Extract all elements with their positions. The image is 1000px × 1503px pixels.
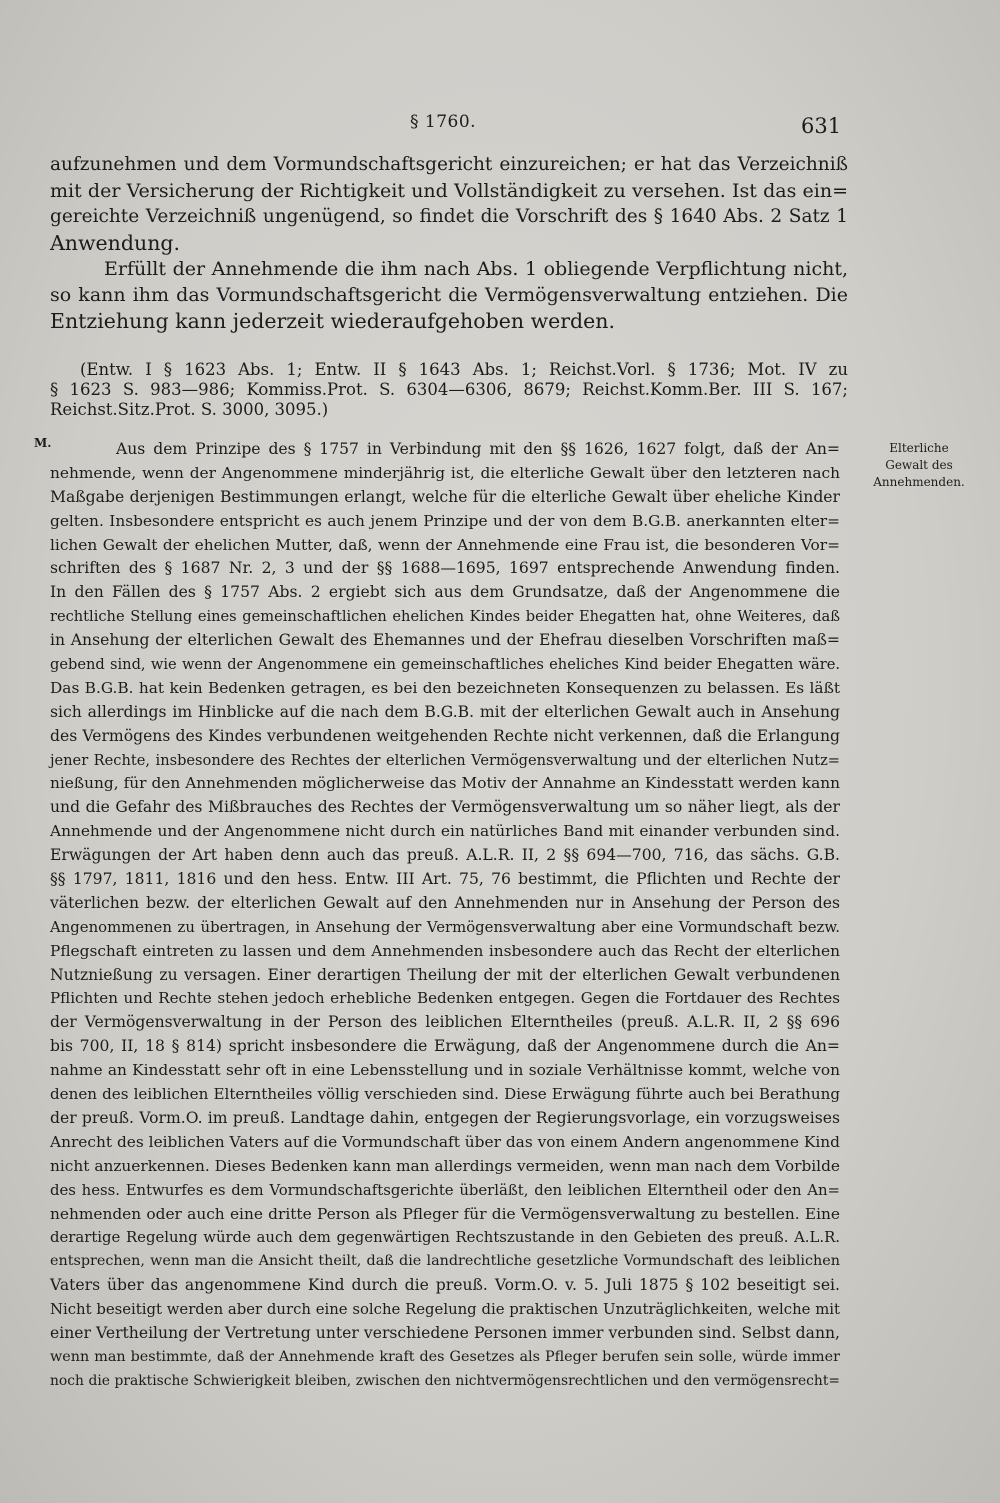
commentary-line: jener Rechte, insbesondere des Rechtes der elterlichen Vermögensverwaltung und der elterlichen Nutz= bbox=[50, 751, 840, 769]
commentary-line: §§ 1797, 1811, 1816 und den hess. Entw. III Art. 75, 76 bestimmt, die Pflichten und Rechte der bbox=[50, 870, 840, 889]
commentary-line: einer Vertheilung der Vertretung unter verschiedene Personen immer verbunden sind. Selbst dann, bbox=[50, 1323, 840, 1342]
commentary-line: Angenommenen zu übertragen, in Ansehung der Vermögensverwaltung aber eine Vormundschaft bezw. bbox=[50, 917, 840, 936]
commentary-line: Aus dem Prinzipe des § 1757 in Verbindung mit den §§ 1626, 1627 folgt, daß der An= bbox=[116, 440, 840, 458]
commentary-line: sich allerdings im Hinblicke auf die nach dem B.G.B. mit der elterlichen Gewalt auch in Ansehung bbox=[50, 702, 840, 721]
citation-line: Reichst.Sitz.Prot. S. 3000, 3095.) bbox=[50, 400, 329, 419]
commentary-line: Maßgabe derjenigen Bestimmungen erlangt, welche für die elterliche Gewalt über eheliche Kinder bbox=[50, 487, 840, 506]
commentary-line: gebend sind, wie wenn der Angenommene ein gemeinschaftliches eheliches Kind beider Ehegatten wäre. bbox=[50, 656, 840, 674]
citation-line: § 1623 S. 983—986; Kommiss.Prot. S. 6304—6306, 8679; Reichst.Komm.Ber. III S. 167; bbox=[50, 380, 848, 399]
commentary-line: in Ansehung der elterlichen Gewalt des Ehemannes und der Ehefrau dieselben Vorschriften maß= bbox=[50, 631, 840, 650]
commentary-line: entsprechen, wenn man die Ansicht theilt, daß die landrechtliche gesetzliche Vormundschaft des leiblichen bbox=[50, 1253, 840, 1270]
commentary-line: der preuß. Vorm.O. im preuß. Landtage dahin, entgegen der Regierungsvorlage, ein vorzugsweises bbox=[50, 1108, 840, 1127]
commentary-line: Das B.G.B. hat kein Bedenken getragen, es bei den bezeichneten Konsequenzen zu belassen. Es läßt bbox=[50, 678, 840, 697]
commentary-line: Nutznießung zu versagen. Einer derartigen Theilung der mit der elterlichen Gewalt verbundenen bbox=[50, 965, 840, 984]
commentary-line: bis 700, II, 18 § 814) spricht insbesondere die Erwägung, daß der Angenommene durch die An= bbox=[50, 1037, 840, 1056]
commentary-line: rechtliche Stellung eines gemeinschaftlichen ehelichen Kindes beider Ehegatten hat, ohne Weiteres, daß bbox=[50, 608, 840, 626]
commentary-line: In den Fällen des § 1757 Abs. 2 ergiebt sich aus dem Grundsatze, daß der Angenommene die bbox=[50, 583, 840, 602]
statute-text bbox=[50, 152, 848, 334]
statute-line: mit der Versicherung der Richtigkeit und Vollständigkeit zu versehen. Ist das ein= bbox=[50, 180, 848, 202]
commentary-line: Erwägungen der Art haben denn auch das preuß. A.L.R. II, 2 §§ 694—700, 716, das sächs. G.B. bbox=[50, 846, 840, 865]
commentary-line: noch die praktische Schwierigkeit bleiben, zwischen den nichtvermögensrechtlichen und den vermögensrecht= bbox=[50, 1372, 840, 1389]
citation-block bbox=[50, 360, 848, 420]
section-header: § 1760. bbox=[410, 112, 477, 132]
margin-note-line: Elterliche bbox=[889, 441, 949, 455]
commentary-line: wenn man bestimmte, daß der Annehmende kraft des Gesetzes als Pfleger berufen sein solle, würde immer bbox=[50, 1348, 840, 1365]
commentary-line: Pflichten und Rechte stehen jedoch erhebliche Bedenken entgegen. Gegen die Fortdauer des Rechtes bbox=[50, 989, 840, 1008]
statute-line: gereichte Verzeichniß ungenügend, so findet die Vorschrift des § 1640 Abs. 2 Satz 1 bbox=[50, 206, 848, 227]
commentary-line: des Vermögens des Kindes verbundenen weitgehenden Rechte nicht verkennen, daß die Erlangung bbox=[50, 726, 840, 745]
commentary-line: lichen Gewalt der ehelichen Mutter, daß, wenn der Annehmende eine Frau ist, die besonderen Vor= bbox=[50, 535, 840, 554]
commentary-line: Annehmende und der Angenommene nicht durch ein natürliches Band mit einander verbunden sind. bbox=[50, 822, 840, 841]
commentary-line: Vaters über das angenommene Kind durch die preuß. Vorm.O. v. 5. Juli 1875 § 102 beseitigt sei. bbox=[50, 1276, 840, 1295]
statute-line: so kann ihm das Vormundschaftsgericht die Vermögensverwaltung entziehen. Die bbox=[50, 284, 848, 306]
commentary-line: Anrecht des leiblichen Vaters auf die Vormundschaft über das von einem Andern angenommene Kind bbox=[50, 1132, 840, 1151]
commentary-line: schriften des § 1687 Nr. 2, 3 und der §§ 1688—1695, 1697 entsprechende Anwendung finden. bbox=[50, 559, 840, 578]
commentary-line: nehmenden oder auch eine dritte Person als Pfleger für die Vermögensverwaltung zu bestellen. Eine bbox=[50, 1204, 840, 1223]
commentary-line: gelten. Insbesondere entspricht es auch jenem Prinzipe und der von dem B.G.B. anerkannten elter= bbox=[50, 511, 840, 530]
commentary-line: Nicht beseitigt werden aber durch eine solche Regelung die praktischen Unzuträglichkeiten, welche mit bbox=[50, 1300, 840, 1319]
margin-note-line: Annehmenden. bbox=[873, 475, 965, 489]
commentary-line: und die Gefahr des Mißbrauches des Rechtes der Vermögensverwaltung um so näher liegt, als der bbox=[50, 798, 840, 817]
margin-note bbox=[860, 440, 978, 491]
commentary-line: Pflegschaft eintreten zu lassen und dem Annehmenden insbesondere auch das Recht der elterlichen bbox=[50, 941, 840, 960]
motive-marker: M. bbox=[34, 436, 52, 450]
statute-line: Entziehung kann jederzeit wiederaufgehoben werden. bbox=[50, 309, 616, 333]
commentary-line: derartige Regelung würde auch dem gegenwärtigen Rechtszustande in den Gebieten des preuß. A.L.R. bbox=[50, 1228, 840, 1247]
margin-note-line: Gewalt des bbox=[885, 458, 953, 472]
commentary-line: nehmende, wenn der Angenommene minderjährig ist, die elterliche Gewalt über den letzteren nach bbox=[50, 463, 840, 482]
statute-line: Erfüllt der Annehmende die ihm nach Abs. 1 obliegende Verpflichtung nicht, bbox=[104, 258, 848, 280]
page-number: 631 bbox=[801, 114, 842, 138]
commentary-line: nießung, für den Annehmenden möglicherweise das Motiv der Annahme an Kindesstatt werden kann bbox=[50, 774, 840, 793]
statute-line: aufzunehmen und dem Vormundschaftsgericht einzureichen; er hat das Verzeichniß bbox=[50, 154, 848, 175]
citation-line: (Entw. I § 1623 Abs. 1; Entw. II § 1643 Abs. 1; Reichst.Vorl. § 1736; Mot. IV zu bbox=[80, 360, 848, 379]
commentary-line: väterlichen bezw. der elterlichen Gewalt auf den Annehmenden nur in Ansehung der Person des bbox=[50, 893, 840, 912]
commentary-line: nicht anzuerkennen. Dieses Bedenken kann man allerdings vermeiden, wenn man nach dem Vorbilde bbox=[50, 1156, 840, 1175]
commentary-line: der Vermögensverwaltung in der Person des leiblichen Elterntheiles (preuß. A.L.R. II, 2 §§ 696 bbox=[50, 1013, 840, 1032]
commentary-line: nahme an Kindesstatt sehr oft in eine Lebensstellung und in soziale Verhältnisse kommt, welche von bbox=[50, 1061, 840, 1080]
statute-line: Anwendung. bbox=[50, 231, 181, 255]
commentary-line: des hess. Entwurfes es dem Vormundschaftsgerichte überläßt, den leiblichen Elterntheil oder den An= bbox=[50, 1180, 840, 1199]
commentary-text bbox=[50, 438, 840, 1394]
commentary-line: denen des leiblichen Elterntheiles völlig verschieden sind. Diese Erwägung führte auch bei Berathung bbox=[50, 1085, 840, 1104]
